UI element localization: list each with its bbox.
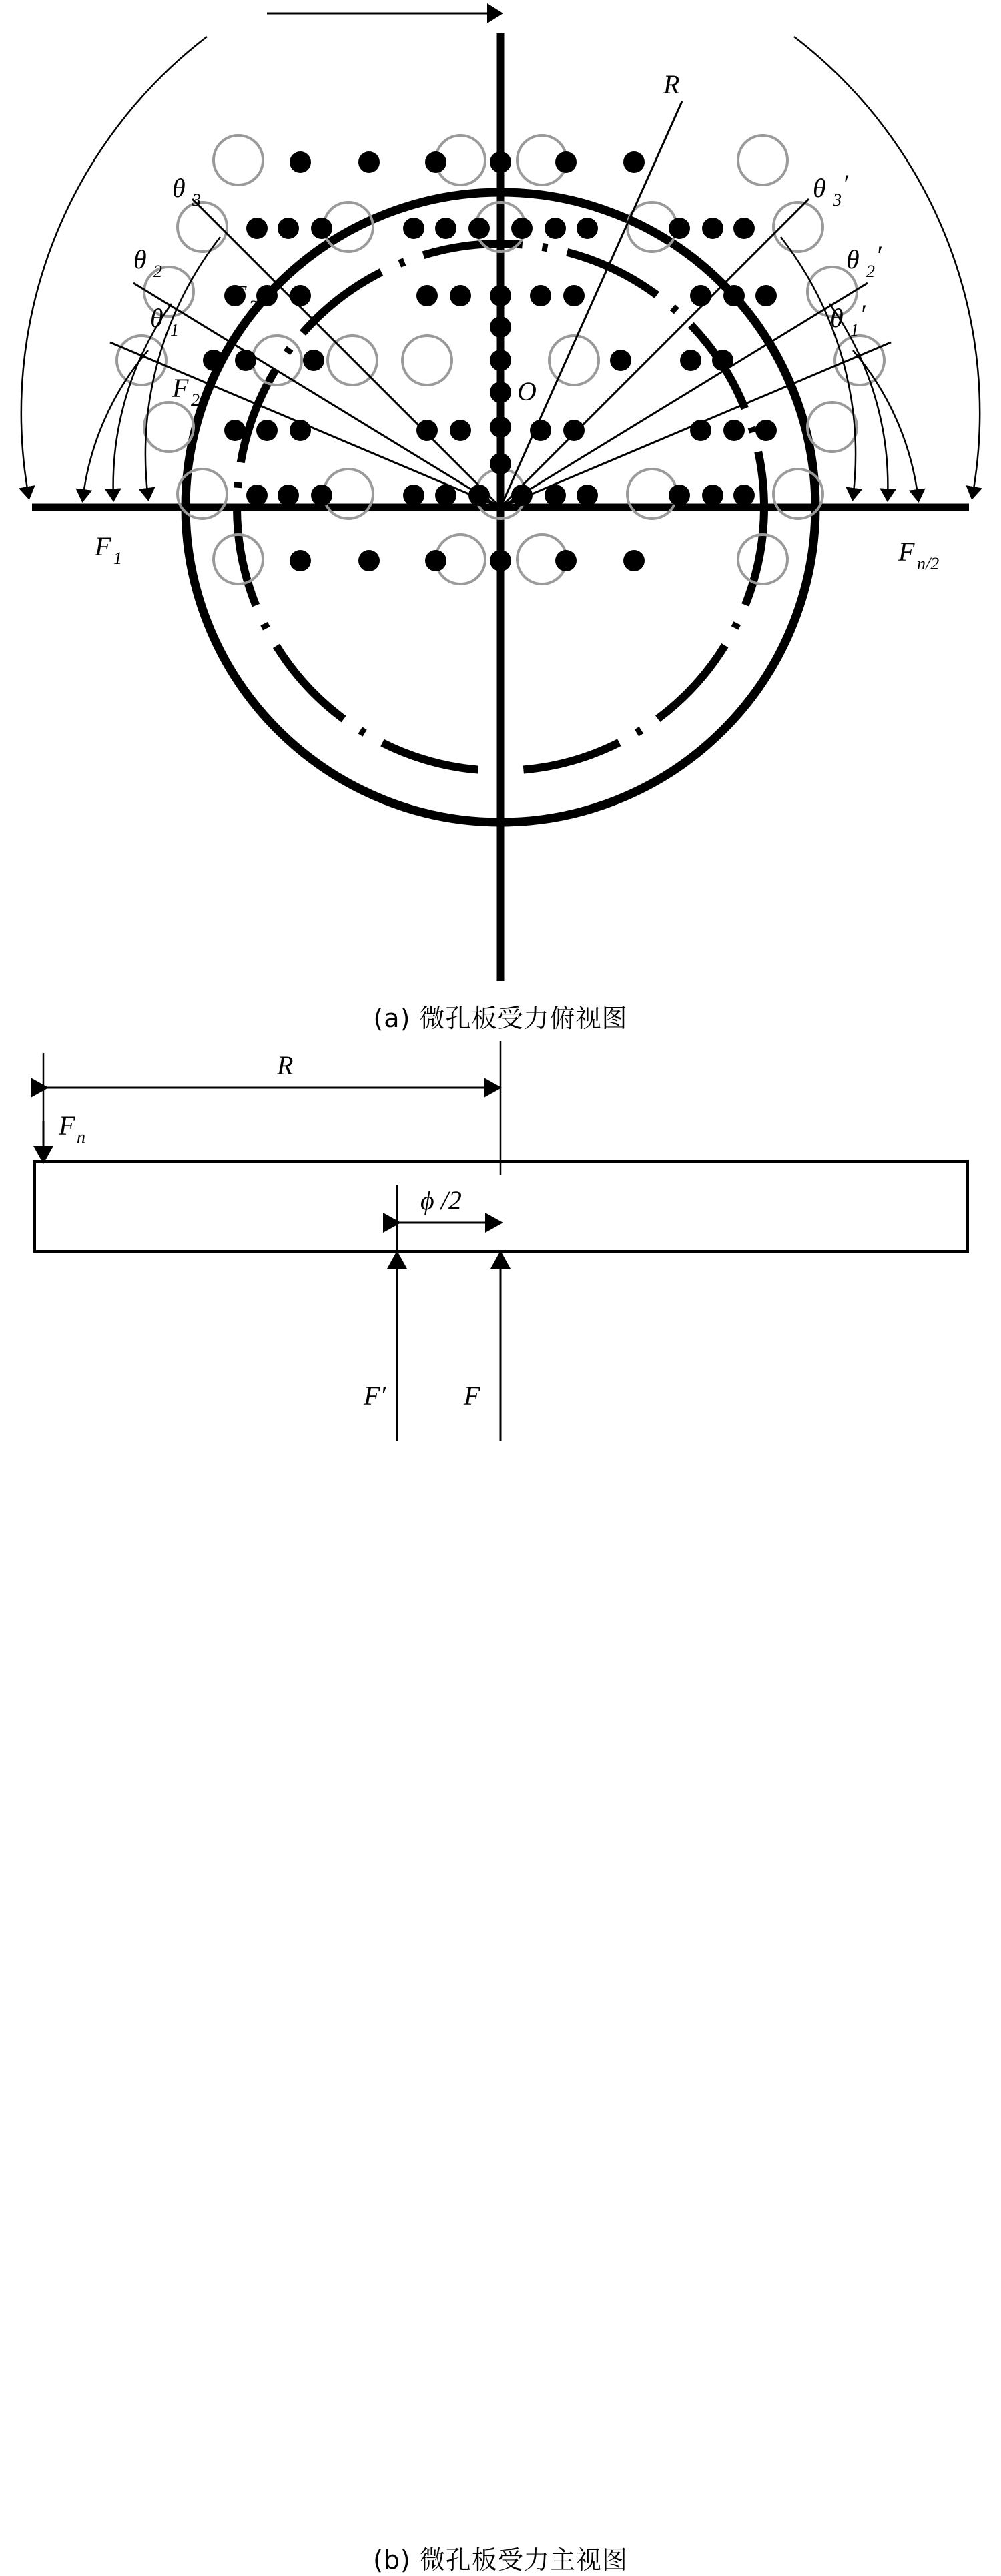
label-theta1-prime-sub: 1 [850,320,859,340]
well-circle [214,135,263,185]
label-Fn-sub: n [77,1127,85,1147]
label-theta1-prime: θ [830,303,844,333]
label-theta2: θ [133,244,147,274]
label-F3-sub: 3 [249,297,258,316]
label-theta3-prime: θ [813,173,826,203]
caption-panel-a: (a) 微孔板受力俯视图 [373,1004,628,1033]
label-Fn2: F [898,537,915,567]
panel-a-top-view [0,0,1001,1033]
well-circle [738,135,787,185]
plate-side-profile [35,1161,968,1251]
label-R-front: R [277,1050,294,1080]
label-F3: F [230,280,247,310]
front-view-svg [0,1041,1001,1537]
caption-panel-b: (b) 微孔板受力主视图 [373,2545,628,2575]
label-F1: F [95,531,111,561]
label-O: O [517,376,537,406]
label-Fn2-sub: n/2 [917,554,940,573]
label-theta2-sub: 2 [153,262,162,281]
label-theta3-prime-mark: ′ [842,169,848,199]
label-theta1-prime-mark: ′ [860,299,866,329]
label-theta1-sub: 1 [170,320,179,340]
radius-line [500,101,682,507]
top-view-svg [0,0,1001,1014]
label-phi: ϕ /2 [420,1185,462,1215]
label-Fn: F [59,1110,75,1141]
label-theta3-prime-sub: 3 [833,190,842,210]
angle-radii-left [110,199,500,507]
label-theta3-sub: 3 [192,190,201,210]
label-theta3: θ [172,173,186,203]
angle-arc-group-left [21,37,220,499]
label-F1-sub: 1 [113,549,122,568]
label-theta1: θ [150,303,163,333]
label-theta2-prime-mark: ′ [876,240,882,270]
label-R: R [663,69,680,99]
label-F2-sub: 2 [191,390,200,410]
label-theta2-prime: θ [846,244,860,274]
label-F2: F [172,373,189,403]
label-theta2-prime-sub: 2 [866,262,875,281]
label-F: F [464,1381,480,1411]
well-circle [402,336,452,385]
well-circle [807,402,857,452]
panel-b-front-view [0,1041,1001,2575]
well-circle [144,402,194,452]
label-F-prime: F′ [364,1381,386,1411]
